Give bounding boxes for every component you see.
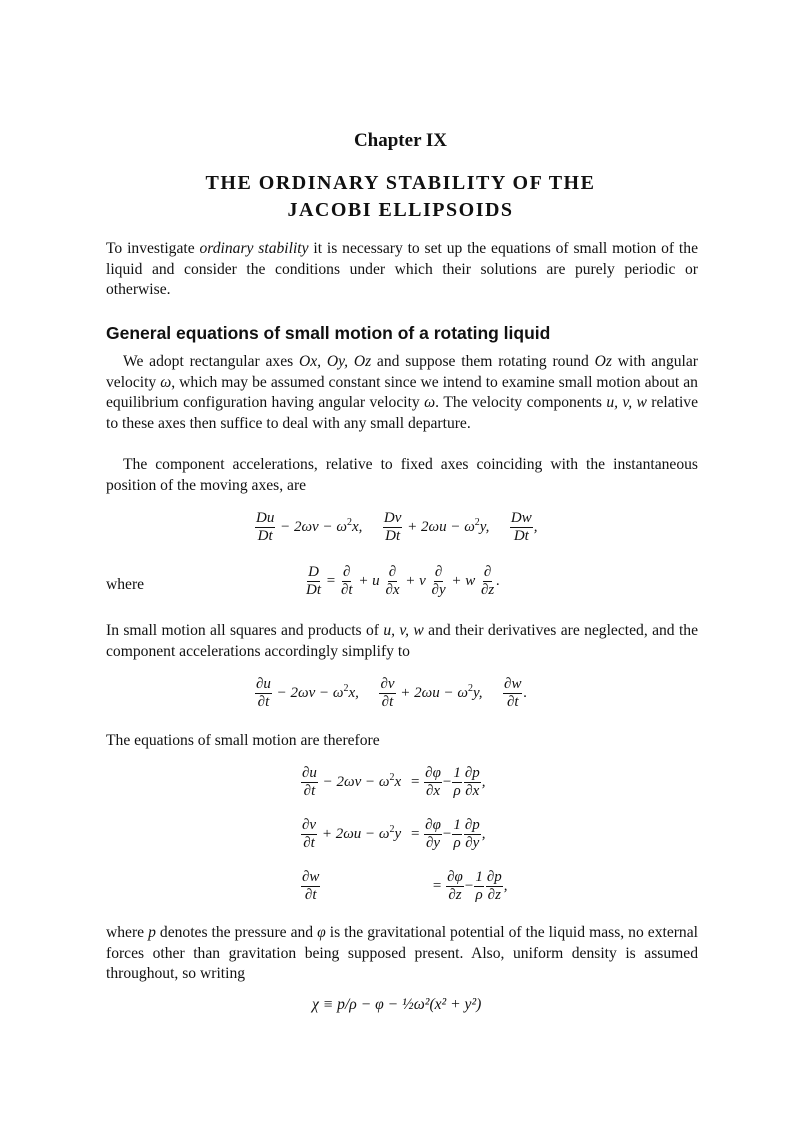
chapter-title-line-2: JACOBI ELLIPSOIDS [287,199,514,221]
fraction-Dv-Dt: $\frac{Dv}{Dt}$ [383,510,402,544]
paragraph-equations-intro: The equations of small motion are therefore [106,732,380,749]
chapter-label: Chapter IX [353,130,448,151]
fraction-Dw-Dt: $\frac{Dw}{Dt}$ [510,510,532,544]
section-heading: General equations of small motion of a rotating liquid [106,323,551,343]
equation-simplified-accelerations: $\frac{\partial u}{\partial t}$ − $2\omega v - \omega^2x$, $\frac{\partial v}{\partial t}$ + $2\omega u - \omega^2y$, $\frac{\partial w}{\partial t}$ . [256,676,528,710]
paragraph-axes: We adopt rectangular axes Ox, Oy, Oz and suppose them rotating round Oz with angular velocity ω, which may be assumed constant since we intend to examine small motion about an equilibrium configuration having angular velocity ω. The velocity components u, v, w relative to these axes then suffice to deal with any small departure. [106,353,699,433]
equation-motion-z: $\frac{\partial w}{\partial t}$ = $\frac{\partial\varphi}{\partial z}$ − $\frac{1}{\rho}$ $\frac{\partial p}{\partial z}$ , [302,869,508,903]
where-label: where [106,576,145,593]
equation-motion-x: $\frac{\partial u}{\partial t}$ − $2\omega v - \omega^2x$ = $\frac{\partial\varphi}{\partial x}$ − $\frac{1}{\rho}$ $\frac{\partial p}{\partial x}$ , [302,765,486,799]
equation-motion-y: $\frac{\partial v}{\partial t}$ + $2\omega u - \omega^2y$ = $\frac{\partial\varphi}{\partial y}$ − $\frac{1}{\rho}$ $\frac{\partial p}{\partial y}$ , [302,817,486,851]
intro-paragraph: To investigate ordinary stability it is necessary to set up the equations of small motion of the liquid and consider the conditions under which their solutions are purely periodic or otherwise. [106,240,698,299]
equation-accelerations: $\frac{Du}{Dt}$ − $2\omega v - \omega^2x$, $\frac{Dv}{Dt}$ + $2\omega u - \omega^2y$, $\frac{Dw}{Dt}$ , [256,510,538,544]
equation-chi-definition: χ ≡ p/ρ − φ − ½ω²(x² + y²) [312,996,482,1013]
paragraph-accelerations: The component accelerations, relative to fixed axes coinciding with the instantaneous position of the moving axes, are [106,456,698,494]
paragraph-small-motion: In small motion all squares and products of u, v, w and their derivatives are neglected, and the component accelerations accordingly simplify to [106,622,698,660]
paragraph-pressure-potential: where p denotes the pressure and φ is the gravitational potential of the liquid mass, no external forces other than gravitation being supposed present. Also, uniform density is assumed throughout, so writing [106,924,698,983]
chapter-title-line-1: THE ORDINARY STABILITY OF THE [205,172,596,194]
equation-material-derivative: $\frac{D}{Dt}$ = $\frac{\partial}{\partial t}$ + u $\frac{\partial}{\partial x}$ + v $\frac{\partial}{\partial y}$ + w $\frac{\partial}{\partial z}$ . [306,564,501,598]
fraction-Du-Dt: $\frac{Du}{Dt}$ [256,510,275,544]
